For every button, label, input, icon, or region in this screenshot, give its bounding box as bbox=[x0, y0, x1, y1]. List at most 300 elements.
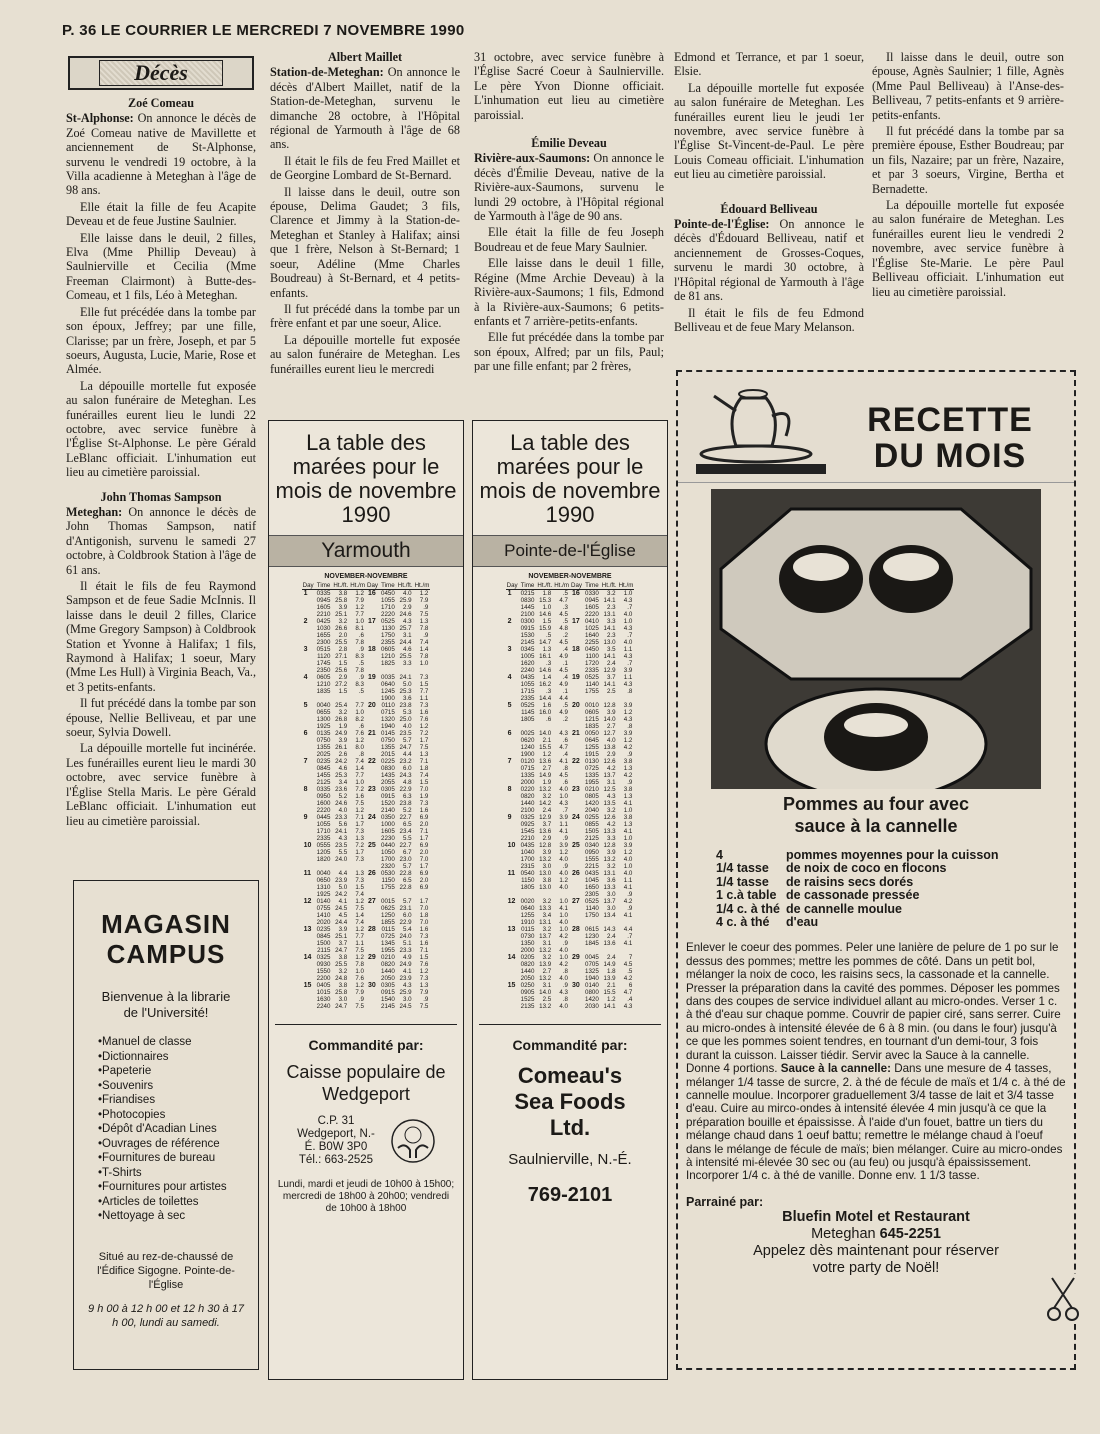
tide-cell: 6.9 2.0 7.0 1.7 bbox=[419, 842, 429, 870]
ingredient-row bbox=[716, 916, 1064, 929]
tide-cell: 0615 1230 1845 bbox=[585, 926, 599, 947]
tide-cell: 7.4 1.4 7.7 1.0 bbox=[355, 758, 364, 786]
tide-cell: 0235 0845 1500 2115 bbox=[316, 926, 331, 954]
obit-paragraph: La dépouille mortelle fut exposée au salon funéraire de Meteghan. Les funérailles eurent lieu le jeudi 1er novembre, avec service funèbre à l'Église St-Vincent-de-Paul. Le père Louis Comeau officiait. L'inhumation eut lieu au cimetière paroissial. bbox=[674, 80, 864, 182]
tide-cell: 0255 0855 1505 2125 bbox=[585, 814, 599, 842]
tide-row bbox=[506, 842, 635, 870]
tide-cell: 1 bbox=[303, 590, 308, 597]
obit-place: Rivière-aux-Saumons: bbox=[474, 151, 591, 166]
tide-cell: 7.6 1.2 8.0 .8 bbox=[355, 730, 364, 758]
tide-cell: 7 bbox=[507, 758, 512, 765]
tide-cell: 0135 0750 1355 2025 bbox=[316, 730, 331, 758]
tide-cell: 3.8 25.5 3.2 24.8 bbox=[335, 954, 348, 982]
tide-cell: 15 bbox=[507, 982, 516, 989]
tide-cell: 1.8 15.3 1.0 14.6 bbox=[539, 590, 552, 618]
tide-cell: 21 bbox=[368, 730, 376, 737]
campus-service-item: •Papeterie bbox=[98, 1065, 152, 1077]
tide-cell: 0530 1150 1755 bbox=[381, 870, 395, 891]
tide-cell: 0025 0620 1240 1900 bbox=[520, 730, 535, 758]
tide-cell: 4 bbox=[303, 674, 308, 681]
tide-header-cell: Ht./ft. bbox=[333, 582, 349, 589]
tide-cell: 8 bbox=[507, 786, 512, 793]
tide-cell: 0235 0845 1455 2125 bbox=[316, 758, 331, 786]
obit-paragraph: Elle fut précédée dans la tombe par son époux, Alfred; par un fils, Paul; par une fille enfant; par 2 frères, bbox=[474, 330, 664, 374]
tide-cell: 19 bbox=[572, 674, 580, 681]
tide-cell: 12.8 3.9 14.0 2.7 bbox=[603, 702, 616, 730]
tide-cell: 0435 1040 1700 2315 bbox=[520, 842, 535, 870]
tide-row bbox=[302, 982, 431, 1010]
recipe-title-line1: RECETTE bbox=[867, 401, 1033, 439]
tide-header-cell: Time bbox=[379, 582, 397, 590]
tide-row bbox=[506, 646, 635, 674]
ingredient-quantity: 1/4 tasse bbox=[716, 861, 769, 876]
obit-paragraph: La dépouille mortelle fut exposée au salon funéraire de Meteghan. Les funérailles eurent lieu le lundi 22 octobre, avec service funèbre à l'Église St-Alphonse. Le père Gérald LeBlanc officiait. L'inhumation eut lieu au cimetière paroissial. bbox=[66, 378, 256, 480]
tide-cell: 22.7 6.5 23.4 5.5 bbox=[399, 814, 412, 842]
obit-paragraph bbox=[66, 505, 256, 577]
tide-cell: 4.0 1.2 4.0 bbox=[559, 870, 568, 891]
tide-cell: 4.3 .6 4.7 .4 bbox=[559, 730, 568, 758]
tide-cell: 1.0 4.2 .8 4.0 bbox=[559, 954, 568, 982]
tide-header-cell: Ht./ft. bbox=[601, 582, 617, 589]
obit-paragraph: Elle était la fille de feu Acapite Deveau et de feue Justine Saulnier. bbox=[66, 199, 256, 229]
tide-cell: 1.2 7.9 .9 7.5 bbox=[355, 982, 364, 1010]
tide-cell: 23.8 5.3 25.0 4.0 bbox=[399, 702, 412, 730]
tide-row bbox=[302, 954, 431, 982]
tide-cell: 0345 1005 1620 2240 bbox=[520, 646, 535, 674]
tide-cell: 20 bbox=[368, 702, 376, 709]
tide-cell: .9 8.3 .5 bbox=[355, 674, 364, 695]
obit-paragraph: Edmond et Terrance, et par 1 soeur, Elsie. bbox=[674, 50, 864, 79]
ingredient-row bbox=[716, 903, 1064, 916]
tide-cell: 6 bbox=[303, 730, 308, 737]
tide-cell: 7.3 1.6 7.6 1.2 bbox=[419, 702, 429, 730]
tide-cell: 0325 0925 1545 2210 bbox=[520, 814, 535, 842]
recipe-sponsor bbox=[678, 1209, 1074, 1277]
tide-row bbox=[506, 982, 635, 1010]
sponsor-label: Commandité par: bbox=[479, 1024, 661, 1053]
tide-title: La table des marées pour le mois de novembre 1990 bbox=[479, 430, 661, 527]
tide-cell: 12.9 3.7 13.6 2.9 bbox=[539, 814, 552, 842]
tide-cell: 2.9 27.2 1.5 bbox=[335, 674, 348, 695]
tide-cell: 4.6 25.5 3.3 bbox=[399, 646, 412, 667]
tide-cell: 23 bbox=[368, 786, 376, 793]
campus-service-item: •Nettoyage à sec bbox=[98, 1210, 186, 1222]
tide-cell: 3.8 1.3 4.1 1.0 bbox=[623, 786, 633, 814]
tide-grid bbox=[506, 582, 635, 1010]
tide-table-pointe bbox=[472, 420, 668, 1380]
tide-cell: .5 4.8 .2 4.5 bbox=[559, 618, 568, 646]
tide-cell: 14 bbox=[303, 954, 312, 961]
tide-header-cell: Day bbox=[367, 582, 379, 589]
tide-cell: 3.2 13.7 3.1 13.2 bbox=[539, 926, 552, 954]
phone-text: Tél.: 663-2525 bbox=[298, 1154, 374, 1166]
ingredient-row bbox=[716, 876, 1064, 889]
tide-cell: 23.6 5.2 24.6 4.0 bbox=[335, 786, 348, 814]
obit-paragraph bbox=[66, 111, 256, 197]
tide-cell: 3.8 1.3 4.1 1.0 bbox=[623, 814, 633, 842]
tide-cell: 21 bbox=[572, 730, 580, 737]
tide-cell: 3.9 1.2 4.3 .8 bbox=[623, 702, 633, 730]
tide-cell: 0450 1100 1720 2335 bbox=[585, 646, 599, 674]
tide-cell: 1.3 7.9 .9 7.5 bbox=[419, 982, 429, 1010]
tide-row bbox=[506, 618, 635, 646]
tide-cell: 24.9 3.9 26.1 2.6 bbox=[335, 730, 348, 758]
tide-cell: 0020 0640 1255 1910 bbox=[520, 898, 535, 926]
sponsor-address bbox=[296, 1115, 376, 1167]
tide-cell: 30 bbox=[368, 982, 376, 989]
tide-cell: 6 4.7 .4 4.3 bbox=[623, 982, 633, 1010]
obit-text: On annonce le décès de John Thomas Sampson, natif d'Antigonish, survenu le samedi 27 octobre, à Coldbrook Station à l'âge de 61 ans. bbox=[66, 504, 256, 577]
campus-welcome: Bienvenue à la librarie de l'Université! bbox=[101, 989, 231, 1020]
tide-cell: 3.9 1.1 4.1 .9 bbox=[559, 814, 568, 842]
tide-cell: 1.4 16.2 .3 14.4 bbox=[539, 674, 552, 702]
tide-cell: 1.5 15.9 .5 14.7 bbox=[539, 618, 552, 646]
tide-cell: 7.7 1.0 8.2 .6 bbox=[355, 702, 364, 730]
tide-cell: 0525 1130 1750 2355 bbox=[381, 618, 395, 646]
tide-cell: 0220 0820 1440 2100 bbox=[520, 786, 535, 814]
ingredient-name: de cannelle moulue bbox=[786, 901, 903, 916]
tide-cell: 4.1 24.5 4.5 24.4 bbox=[335, 898, 348, 926]
obit-place: St-Alphonse: bbox=[66, 111, 134, 126]
tide-cell: 22 bbox=[572, 758, 580, 765]
ingredient-list bbox=[716, 849, 1064, 929]
tide-cell: 0110 0715 1320 1940 bbox=[381, 702, 395, 730]
tide-cell: 4.0 1.1 4.1 .9 bbox=[623, 870, 633, 898]
tide-cell: 4.9 24.9 4.1 23.9 bbox=[399, 954, 412, 982]
tide-cell: 10 bbox=[507, 842, 516, 849]
tide-grid bbox=[302, 582, 431, 1010]
sauce-text: Dans une mesure de 4 tasses, mélanger 1/4 tasse de surcre, 2. à thé de fécule de maïs et 1/4 c. à thé de cannelle moulue. Incorporer graduellement 3/4 tasse de lait et 3/4 tasse d'eau. Cuire au mirco-ondes à intensité élevée 4 min jusqu'à ce que la préparation bouille et épaississe. À l'aide d'un fouet, battre un tiers du mélange chaud dans 1 oeuf battu; remettre le mélange chaud à l'oeuf dans le mélange de fécule de maïs; bien mélanger. Cuire au micro-ondes à intensité mi-élevée 30 sec ou (au feu) ou jusqu'à épaississement. Incorporer 1/4 c. à thé de vanille. Donne env. 1 1/3 tasse. bbox=[686, 1062, 1066, 1183]
tide-cell: .4 4.9 .1 4.5 bbox=[559, 646, 568, 674]
tide-cell: 0605 1210 1825 bbox=[381, 646, 395, 667]
tide-cell: 14.0 2.1 15.5 1.2 bbox=[539, 730, 552, 758]
tide-cell: .9 4.3 .8 4.0 bbox=[559, 982, 568, 1010]
tide-cell: 6.9 2.0 7.1 1.7 bbox=[419, 814, 429, 842]
tide-cell: 3.2 14.1 2.3 13.1 bbox=[603, 590, 616, 618]
tide-cell: 0215 0830 1445 2100 bbox=[520, 590, 535, 618]
column-3 bbox=[474, 50, 664, 376]
tide-cell: 1 bbox=[507, 590, 512, 597]
tide-cell: 3.2 13.3 3.4 13.1 bbox=[539, 898, 552, 926]
tide-cell: 5 bbox=[507, 702, 512, 709]
tide-cell: 12.7 4.0 13.8 2.9 bbox=[603, 730, 616, 758]
tide-row bbox=[506, 590, 635, 619]
tide-cell: 15 bbox=[303, 982, 312, 989]
tide-cell: 1.0 4.1 1.0 4.0 bbox=[559, 898, 568, 926]
tide-cell: 24 bbox=[368, 814, 376, 821]
tide-cell: 0605 1210 1835 bbox=[316, 674, 331, 695]
tide-cell: 12.6 4.2 13.3 3.3 bbox=[603, 814, 616, 842]
tide-row bbox=[506, 814, 635, 842]
campus-title-line1: MAGASIN bbox=[101, 909, 231, 939]
tide-cell: 0435 1045 1650 2305 bbox=[585, 870, 599, 898]
tide-cell: 7.2 1.6 7.5 1.2 bbox=[355, 786, 364, 814]
campus-service-item: •Fournitures pour artistes bbox=[98, 1181, 227, 1193]
tide-cell: .4 4.9 .1 4.4 bbox=[559, 674, 568, 702]
tide-cell: 2.8 27.1 1.5 25.6 bbox=[335, 646, 348, 674]
obit-place: Meteghan: bbox=[66, 504, 123, 519]
tide-cell: 7 bbox=[303, 758, 308, 765]
recipe-title-line2: DU MOIS bbox=[873, 437, 1027, 475]
tide-cell: 3.1 14.0 2.5 13.2 bbox=[539, 982, 552, 1010]
tide-cell: 28 bbox=[572, 926, 580, 933]
tide-cell: 0440 1050 1700 2320 bbox=[381, 842, 395, 870]
tide-cell: 1.0 4.3 .7 4.0 bbox=[623, 590, 633, 618]
tide-cell: 25 bbox=[368, 842, 376, 849]
tide-cell: 0525 1145 1805 bbox=[520, 702, 535, 723]
tide-row bbox=[506, 898, 635, 926]
tide-cell: 1.0 4.3 .7 4.0 bbox=[623, 618, 633, 646]
obit-paragraph: Il était le fils de feu Edmond Belliveau et de feue Mary Melanson. bbox=[674, 305, 864, 334]
ingredient-quantity: 1 c.à table bbox=[716, 888, 777, 903]
tide-cell: 0350 1000 1605 2230 bbox=[381, 814, 395, 842]
tide-location: Yarmouth bbox=[269, 535, 463, 567]
tide-row bbox=[302, 646, 431, 674]
tide-cell: 2 bbox=[507, 618, 512, 625]
tide-cell: 0115 0725 1345 1955 bbox=[381, 926, 395, 954]
tide-cell: 7.0 1.9 7.3 1.6 bbox=[419, 786, 429, 814]
obit-place: Pointe-de-l'Église: bbox=[674, 217, 770, 232]
tide-cell: 4.0 25.9 2.9 24.6 bbox=[399, 590, 412, 618]
campus-service-item: •Souvenirs bbox=[98, 1079, 154, 1092]
tide-cell: 0140 0755 1410 2020 bbox=[316, 898, 331, 926]
tide-cell: 1.4 7.8 1.0 bbox=[419, 646, 429, 667]
tide-cell: 12.8 3.9 13.2 3.0 bbox=[539, 842, 552, 870]
tide-cell: 29 bbox=[572, 954, 580, 961]
campus-title-line2: CAMPUS bbox=[106, 939, 226, 969]
obit-paragraph: Il était le fils de feu Fred Maillet et de Georgine Lombard de St-Bernard. bbox=[270, 153, 460, 183]
tide-cell: 29 bbox=[368, 954, 376, 961]
campus-store-ad bbox=[73, 880, 259, 1370]
tide-cell: 1.6 7.3 1.6 7.1 bbox=[419, 926, 429, 954]
tide-row bbox=[506, 786, 635, 814]
tide-cell: 0040 0655 1300 1925 bbox=[316, 702, 331, 730]
tide-cell: 9 bbox=[507, 814, 512, 821]
obit-name: Édouard Belliveau bbox=[720, 201, 818, 216]
tide-cell: 3 bbox=[507, 646, 512, 653]
ingredient-quantity: 4 bbox=[716, 848, 723, 862]
obit-paragraph: Elle était la fille de feu Joseph Boudreau et de feue Mary Saulnier. bbox=[474, 225, 664, 254]
column-1 bbox=[66, 92, 256, 830]
tide-cell: 26 bbox=[368, 870, 376, 877]
tide-header-cell: Day bbox=[571, 582, 583, 589]
tide-row bbox=[302, 618, 431, 646]
tide-cell: 0210 0805 1420 2040 bbox=[585, 786, 599, 814]
tide-cell: 0410 1025 1640 2255 bbox=[585, 618, 599, 646]
recipe-title bbox=[840, 402, 1060, 474]
tide-cell: 2.4 14.9 1.8 13.9 bbox=[603, 954, 616, 982]
tide-cell: 7.3 1.5 7.7 1.1 bbox=[419, 674, 429, 702]
sponsor-name: Comeau's Sea Foods Ltd. bbox=[514, 1063, 626, 1140]
tide-cell: 1.2 7.9 1.2 7.7 bbox=[355, 590, 364, 618]
sponsor-address: Saulnierville, N.-É. bbox=[508, 1151, 632, 1168]
tide-cell: 0325 0930 1550 2200 bbox=[316, 954, 331, 982]
tide-row bbox=[506, 730, 635, 758]
tide-row bbox=[302, 730, 431, 758]
tide-cell: 7.1 1.7 7.3 1.3 bbox=[355, 814, 364, 842]
tide-cell: 0540 1150 1805 bbox=[520, 870, 535, 891]
tide-cell: 1.2 7.9 .9 7.5 bbox=[419, 590, 429, 618]
tide-cell: 2.1 15.5 1.2 14.1 bbox=[603, 982, 616, 1010]
obit-text: On annonce le décès de Zoé Comeau native de Mavillette et anciennement de St-Alphonse, survenu le vendredi 19 octobre, à la Villa acadienne à Meteghan à l'âge de 98 ans. bbox=[66, 111, 256, 198]
tide-cell: 28 bbox=[368, 926, 376, 933]
obit-name: Albert Maillet bbox=[327, 50, 403, 64]
tide-cell: 0250 0905 1525 2135 bbox=[520, 982, 535, 1010]
obit-name: John Thomas Sampson bbox=[100, 489, 222, 504]
ingredient-name: de cassonade pressée bbox=[786, 888, 920, 903]
column-5 bbox=[872, 50, 1064, 301]
tide-cell: 24.2 4.6 25.3 3.4 bbox=[335, 758, 348, 786]
tide-cell: 0145 0750 1355 2015 bbox=[381, 730, 395, 758]
tide-month: NOVEMBER-NOVEMBRE bbox=[324, 573, 408, 580]
tide-cell: 12.8 3.9 13.2 3.2 bbox=[603, 842, 616, 870]
tide-header-cell: Time bbox=[519, 582, 537, 590]
tide-header-cell: Ht./m bbox=[554, 582, 569, 589]
tide-cell: 23.5 5.5 24.0 bbox=[335, 842, 348, 863]
tide-cell: 4.1 .8 4.5 .6 bbox=[559, 758, 568, 786]
tide-cell: 6 bbox=[507, 730, 512, 737]
tide-cell: 20 bbox=[572, 702, 580, 709]
teapot-icon bbox=[686, 376, 836, 476]
sponsor-label: Commandité par: bbox=[275, 1024, 457, 1053]
tide-cell: 13 bbox=[303, 926, 312, 933]
tide-cell: 1.1 4.3 .8 bbox=[623, 674, 633, 695]
tide-row bbox=[302, 898, 431, 926]
sponsor-phone: 645-2251 bbox=[879, 1225, 941, 1242]
tide-cell: 0015 0625 1250 1855 bbox=[381, 898, 395, 926]
tide-cell: 12 bbox=[507, 898, 516, 905]
tide-cell: 1.2 7.5 1.4 7.4 bbox=[355, 898, 364, 926]
tide-row bbox=[506, 758, 635, 786]
tide-cell: 1.6 16.0 .6 bbox=[539, 702, 552, 723]
tide-cell: 0205 0820 1440 2050 bbox=[520, 954, 535, 982]
tide-cell: 13.6 2.7 14.9 1.9 bbox=[539, 758, 552, 786]
tide-cell: 3.9 1.2 4.0 1.0 bbox=[623, 842, 633, 870]
tide-title: La table des marées pour le mois de novembre 1990 bbox=[275, 430, 457, 527]
obit-paragraph: La dépouille mortelle fut exposée au salon funéraire de Meteghan. Les funérailles eurent lieu le mercredi bbox=[270, 332, 460, 376]
tide-cell: 1.0 8.1 .6 7.8 bbox=[355, 618, 364, 646]
tide-cell: 0035 0640 1245 1900 bbox=[381, 674, 395, 702]
tide-cell: 5 bbox=[303, 702, 308, 709]
tide-cell: 18 bbox=[572, 646, 580, 653]
sponsor-name: Caisse populaire de Wedgeport bbox=[286, 1062, 446, 1104]
tide-row bbox=[302, 870, 431, 898]
tide-cell: 17 bbox=[572, 618, 580, 625]
tide-row bbox=[506, 674, 635, 702]
sauce-label: Sauce à la cannelle: bbox=[780, 1062, 891, 1076]
tide-cell: 0115 0730 1350 2000 bbox=[520, 926, 535, 954]
ingredient-name: de raisins secs dorés bbox=[786, 874, 914, 889]
tide-cell: 13.0 3.8 13.0 bbox=[539, 870, 552, 891]
ingredient-row bbox=[716, 862, 1064, 875]
tide-cell: 7.1 1.8 7.4 1.5 bbox=[419, 758, 429, 786]
ingredient-quantity: 1/4 c. à thé bbox=[716, 901, 780, 916]
tide-cell: 12 bbox=[303, 898, 312, 905]
tide-cell: 22.9 6.3 23.8 5.2 bbox=[399, 786, 412, 814]
sponsor-contact bbox=[678, 1226, 1074, 1243]
obit-paragraph: 31 octobre, avec service funèbre à l'Église Sacré Coeur à Saulnierville. Le père Yvon Dionne officiait. L'inhumation eut lieu au cimetière paroissial. bbox=[474, 50, 664, 122]
coop-logo-icon bbox=[390, 1118, 436, 1164]
tide-cell: 23 bbox=[572, 786, 580, 793]
tide-cell: 17 bbox=[368, 618, 376, 625]
tide-cell: 14.3 2.4 13.6 bbox=[603, 926, 616, 947]
tide-cell: 7.2 1.7 7.5 1.3 bbox=[419, 730, 429, 758]
tide-cell: 3.5 14.1 2.4 12.9 bbox=[603, 646, 616, 674]
tide-header-cell: Ht./ft. bbox=[397, 582, 413, 589]
tide-cell: 7 4.5 .5 4.2 bbox=[623, 954, 633, 982]
tide-table-yarmouth bbox=[268, 420, 464, 1380]
tide-cell: 0010 0605 1215 1835 bbox=[585, 702, 599, 730]
tide-cell: 23.2 6.0 24.3 4.8 bbox=[399, 758, 412, 786]
tide-cell: 0525 1140 1750 bbox=[585, 898, 599, 919]
tide-cell: 0140 0800 1420 2030 bbox=[585, 982, 599, 1010]
column-4 bbox=[674, 50, 864, 336]
tide-cell: 1.0 4.2 .9 4.0 bbox=[559, 926, 568, 954]
tide-cell: 30 bbox=[572, 982, 580, 989]
campus-service-item: •Ouvrages de référence bbox=[98, 1137, 220, 1150]
tide-cell: 16 bbox=[572, 590, 580, 597]
campus-service-item: •Friandises bbox=[98, 1094, 156, 1106]
tide-cell: 1.1 4.3 .7 3.9 bbox=[623, 646, 633, 674]
obit-paragraph bbox=[474, 151, 664, 223]
tide-cell: 3.9 25.1 3.7 24.7 bbox=[335, 926, 348, 954]
tide-cell: 0040 0650 1310 1925 bbox=[316, 870, 331, 898]
tide-cell: 27 bbox=[572, 898, 580, 905]
tide-cell: 0050 0645 1255 1915 bbox=[585, 730, 599, 758]
dish-name-line2: sauce à la cannelle bbox=[794, 816, 958, 836]
tide-cell: 25.4 3.2 26.8 1.9 bbox=[335, 702, 348, 730]
tide-cell: 0450 1055 1710 2220 bbox=[381, 590, 395, 618]
tide-cell: 5.4 24.0 5.1 23.3 bbox=[399, 926, 412, 954]
tide-cell: 23.3 5.6 24.1 4.3 bbox=[335, 814, 348, 842]
obit-paragraph: Elle laisse dans le deuil 1 fille, Régine (Mme Archie Deveau) à la Rivière-aux-Saumons; 1 fils, Edmond à la Rivière-aux-Saumons; 6 petits-enfants et 7 arrière-petits-enfants. bbox=[474, 256, 664, 328]
tide-cell: 11 bbox=[303, 870, 312, 877]
tide-cell: 1.3 16.1 .3 14.6 bbox=[539, 646, 552, 674]
tide-cell: 0130 0725 1335 1955 bbox=[585, 758, 599, 786]
tide-row bbox=[302, 590, 431, 619]
tide-cell: 14 bbox=[507, 954, 516, 961]
tide-cell: 13 bbox=[507, 926, 516, 933]
dish-name-line1: Pommes au four avec bbox=[782, 794, 970, 814]
tide-cell: 0305 0915 1540 2145 bbox=[381, 982, 395, 1010]
tide-cell: 3.9 1.2 4.0 .9 bbox=[559, 842, 568, 870]
tide-cell: 1.3 7.3 1.5 7.4 bbox=[355, 870, 364, 898]
tide-cell: 4.4 .7 4.1 bbox=[623, 926, 633, 947]
tide-row bbox=[506, 870, 635, 898]
tide-header-cell: Ht./m bbox=[414, 582, 430, 589]
obit-paragraph: Elle fut précédée dans la tombe par son époux, Jeffrey; par une fille, Clarisse; par un frère, Joseph, et par 5 soeurs, Augusta, Lucie, Marie, Rose et Almée. bbox=[66, 304, 256, 377]
tide-header-cell: Ht./m bbox=[350, 582, 365, 589]
tide-location: Pointe-de-l'Église bbox=[473, 535, 667, 567]
address-text: C.P. 31 Wedgeport, N.-É. B0W 3P0 bbox=[297, 1115, 375, 1153]
tide-cell: 5.7 23.1 6.0 22.9 bbox=[399, 898, 412, 926]
ingredient-row bbox=[716, 849, 1064, 862]
tide-cell: 0305 0915 1520 2140 bbox=[381, 786, 395, 814]
recipe-box bbox=[676, 370, 1076, 1370]
tide-cell: .5 4.7 .3 4.5 bbox=[559, 590, 568, 618]
campus-location: Situé au rez-de-chaussé de l'Édifice Sigogne. Pointe-de-l'Église bbox=[97, 1250, 235, 1291]
tide-cell: 4.3 25.9 3.0 24.5 bbox=[399, 982, 412, 1010]
section-title: Décès bbox=[99, 60, 223, 86]
tide-row bbox=[506, 926, 635, 954]
tide-cell: 26 bbox=[572, 870, 580, 877]
tide-cell: 0425 1030 1655 2300 bbox=[316, 618, 331, 646]
baked-apples-photo bbox=[711, 489, 1041, 789]
tide-cell: 12.5 4.3 13.5 3.2 bbox=[603, 786, 616, 814]
sponsor-hours: Lundi, mardi et jeudi de 10h00 à 15h00; mercredi de 18h00 à 20h00; vendredi de 10h00 à 18h00 bbox=[277, 1179, 455, 1214]
tide-row bbox=[302, 786, 431, 814]
ingredient-name: pommes moyennes pour la cuisson bbox=[786, 848, 999, 862]
